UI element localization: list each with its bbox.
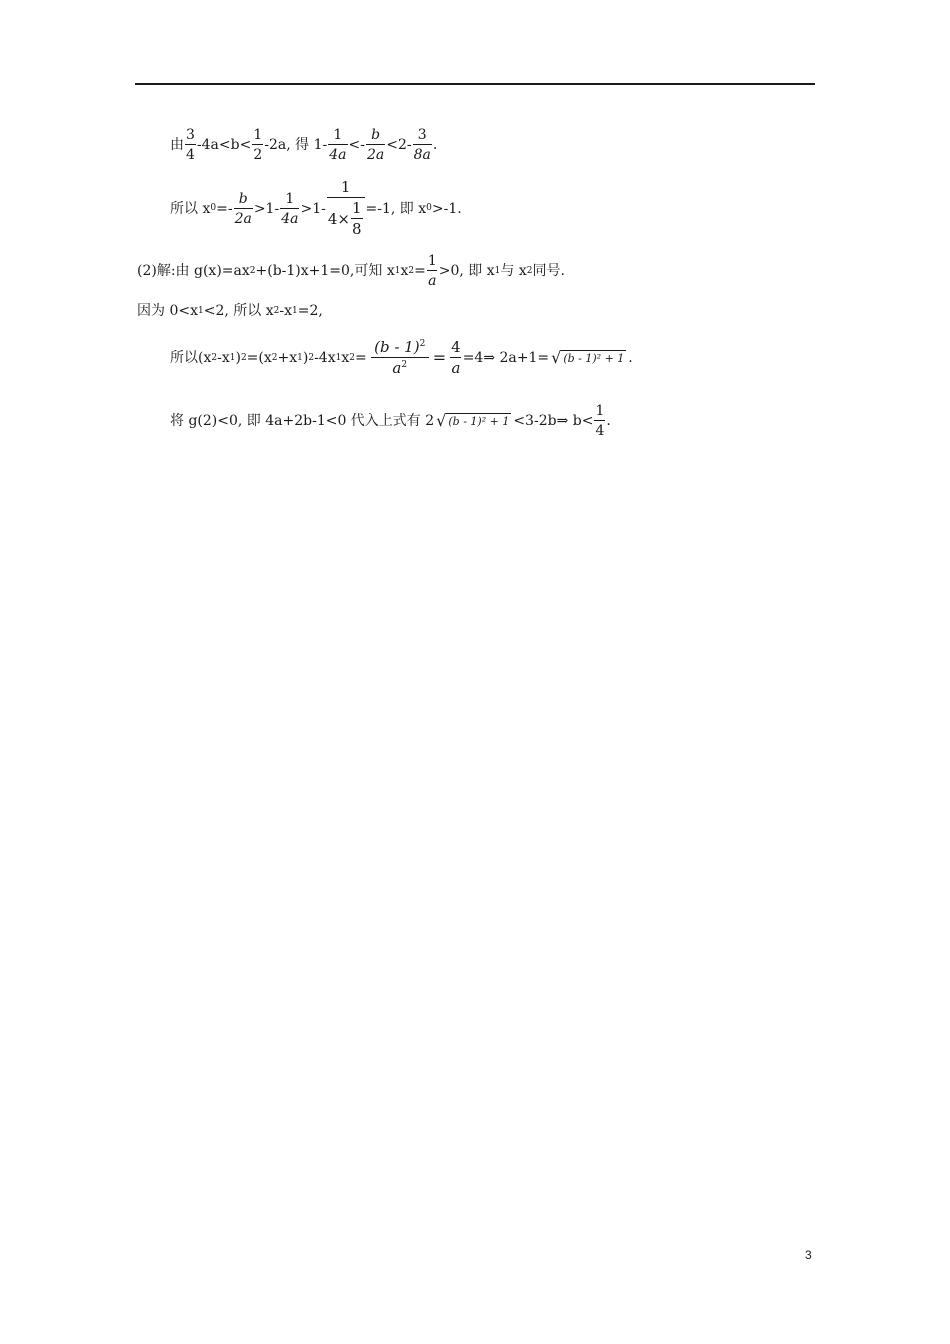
text: -2a, 得 1- (264, 137, 328, 153)
text: <- (348, 137, 365, 153)
text: -4a<b< (196, 137, 252, 153)
text: >1- (300, 200, 326, 217)
text: 所以 x (170, 200, 211, 217)
equation-line-4: 因为 0<x 1 <2, 所以 x 2 -x 1 =2, (137, 303, 323, 319)
text: <2- (386, 137, 412, 153)
fraction: $\frac{1}{4a}$ (329, 127, 347, 163)
text: =- (216, 200, 233, 217)
fraction: $\frac{3}{4}$ (186, 127, 195, 163)
equation-line-2 (170, 180, 462, 237)
fraction: $\frac{3}{8a}$ (413, 127, 431, 163)
equation-line-1 (170, 128, 437, 162)
text: (2)解:由 g(x)=ax (137, 263, 250, 279)
superscript: 2 (249, 265, 256, 276)
square-root: √ (b - 1)² + 1 (551, 348, 625, 367)
equation-line-3: (2)解:由 g(x)=ax 2 +(b-1)x+1=0,可知 x 1 x 2 = $\frac{1}{a}$ >0, 即 x 1 与 x 2 同号. (137, 253, 565, 289)
fraction: $\frac{4}{a}$ (451, 338, 461, 377)
fraction: $\frac{1}{a}$ (427, 253, 437, 289)
fraction: $\frac{b}{2a}$ (366, 127, 385, 163)
text: +(b-1)x+1=0,可知 x (255, 263, 395, 279)
subscript: 0 (426, 203, 432, 213)
fraction: $\frac{(b - 1)^2}{a^2}$ (371, 340, 429, 376)
fraction: $\frac{b}{2a}$ (234, 190, 252, 227)
fraction: $\frac{1}{4}$ (595, 403, 605, 439)
equation-line-6: 将 g(2)<0, 即 4a+2b-1<0 代入上式有 2 √ (b - 1)² + 1 <3-2b⇒ b< $\frac{1}{4}$ . (170, 403, 611, 439)
text: >1- (253, 200, 280, 217)
header-rule (135, 83, 815, 85)
text: . (432, 137, 438, 153)
fraction: $\frac{1}{2}$ (253, 127, 263, 163)
nested-fraction: 1 4× $\frac{1}{8}$ (327, 180, 365, 237)
text: 由 (170, 137, 184, 153)
subscript: 0 (210, 203, 217, 213)
fraction: $\frac{1}{4a}$ (281, 190, 299, 227)
square-root: √ (b - 1)² + 1 (436, 411, 510, 430)
text: >-1. (431, 200, 462, 217)
text: =-1, 即 x (365, 200, 427, 217)
page-number: 3 (805, 1248, 812, 1262)
equation-line-5: 所以(x 2 -x 1 ) 2 =(x 2 +x 1 ) 2 -4x 1 x 2 = $\frac{(b - 1)^2}{a^2}$ = $\frac{4}{a}$ =4⇒ 2a+1= √ (b - 1)² + 1 . (170, 338, 633, 377)
